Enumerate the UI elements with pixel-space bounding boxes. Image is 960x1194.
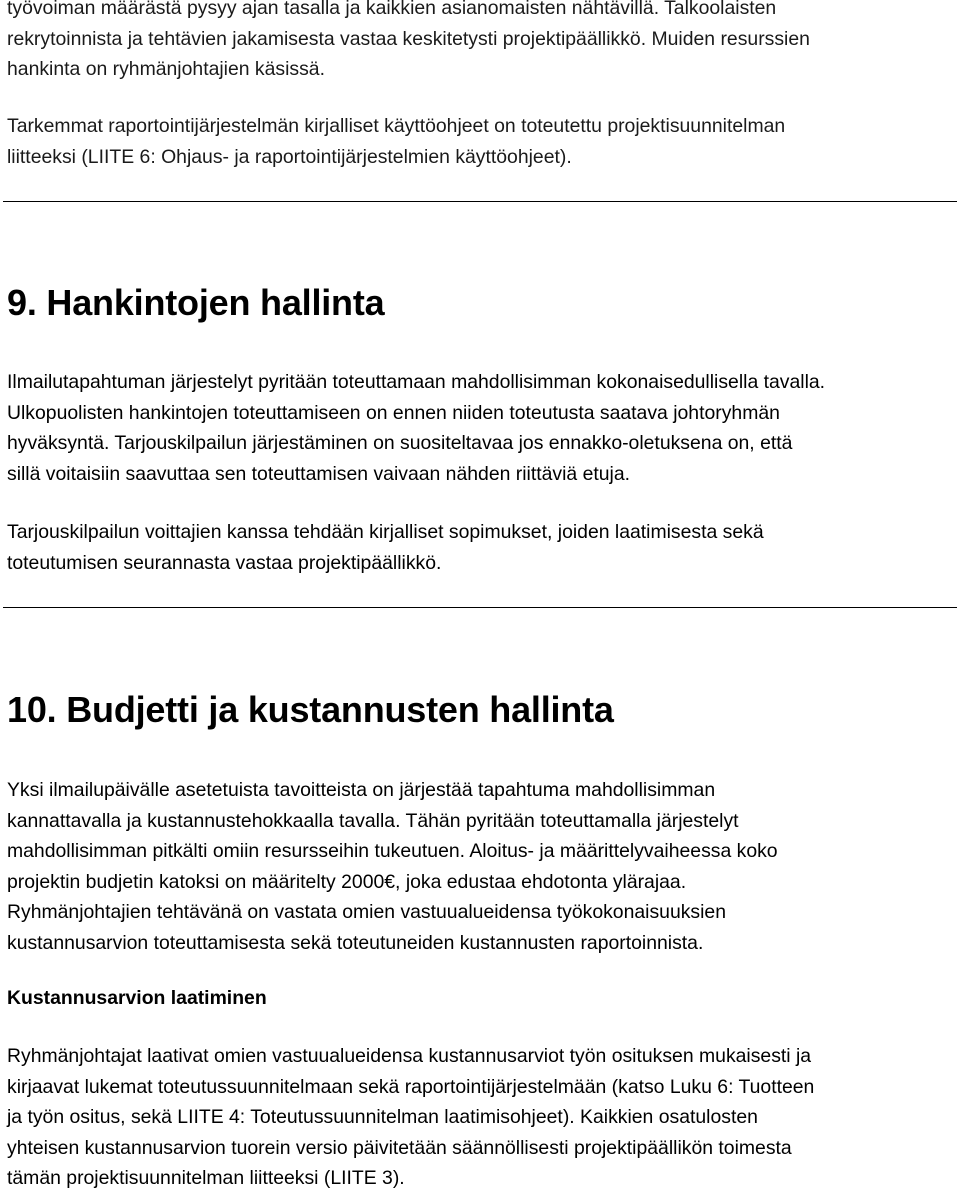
text-line: mahdollisimman pitkälti omiin resursseihin tukeutuen. Aloitus- ja määrittelyvaiheessa koko [7, 840, 778, 862]
text-line: yhteisen kustannusarvion tuorein versio päivitetään säännöllisesti projektipäällikön toimesta [7, 1136, 792, 1159]
section-divider [3, 607, 957, 608]
subheading-cost-estimate: Kustannusarvion laatiminen [7, 987, 267, 1009]
text-line: hyväksyntä. Tarjouskilpailun järjestäminen on suositeltavaa jos ennakko-oletuksena on, että [7, 432, 793, 454]
section-10-paragraph-1 [7, 775, 952, 958]
section-divider [3, 201, 957, 202]
text-line: Ryhmänjohtajien tehtävänä on vastata omien vastuualueidensa työkokonaisuuksien [7, 901, 726, 923]
text-line: projektin budjetin katoksi on määritelty 2000€, joka edustaa ehdotonta ylärajaa. [7, 870, 687, 893]
text-line: kannattavalla ja kustannustehokkaalla tavalla. Tähän pyritään toteuttamalla järjestelyt [7, 809, 739, 832]
text-line: työvoiman määrästä pysyy ajan tasalla ja kaikkien asianomaisten nähtävillä. Talkoolaisten [7, 0, 777, 19]
text-line: toteutumisen seurannasta vastaa projektipäällikkö. [7, 551, 442, 574]
text-line: kirjaavat lukemat toteutussuunnitelmaan sekä raportointijärjestelmään (katso Luku 6: Tuotteen [7, 1075, 815, 1098]
text-line: rekrytoinnista ja tehtävien jakamisesta vastaa keskitetysti projektipäällikkö. Muiden resurssien [7, 27, 810, 50]
text-line: hankinta on ryhmänjohtajien käsissä. [7, 58, 325, 80]
text-line: Ryhmänjohtajat laativat omien vastuualueidensa kustannusarviot työn osituksen mukaisesti ja [7, 1045, 812, 1067]
text-line: sillä voitaisiin saavuttaa sen toteuttamisen vaivaan nähden riittäviä etuja. [7, 462, 631, 485]
section-heading-10: 10. Budjetti ja kustannusten hallinta [7, 689, 614, 730]
text-line: Yksi ilmailupäivälle asetetuista tavoitteista on järjestää tapahtuma mahdollisimman [7, 779, 716, 801]
intro-paragraph-2 [7, 111, 952, 172]
intro-paragraph-1 [7, 0, 952, 85]
text-line: tämän projektisuunnitelman liitteeksi (LIITE 3). [7, 1167, 405, 1189]
section-heading-9: 9. Hankintojen hallinta [7, 282, 385, 323]
section-10-paragraph-2 [7, 1041, 952, 1194]
text-line: Tarjouskilpailun voittajien kanssa tehdään kirjalliset sopimukset, joiden laatimisesta sekä [7, 521, 764, 543]
text-line: Ilmailutapahtuman järjestelyt pyritään toteuttamaan mahdollisimman kokonaisedullisella tavalla. [7, 371, 826, 393]
text-line: ja työn ositus, sekä LIITE 4: Toteutussuunnitelman laatimisohjeet). Kaikkien osatulosten [7, 1106, 758, 1128]
text-line: Ulkopuolisten hankintojen toteuttamiseen on ennen niiden toteutusta saatava johtoryhmän [7, 401, 780, 424]
text-line: Tarkemmat raportointijärjestelmän kirjalliset käyttöohjeet on toteutettu projektisuunnitelman [7, 115, 786, 137]
text-line: liitteeksi (LIITE 6: Ohjaus- ja raportointijärjestelmien käyttöohjeet). [7, 145, 572, 168]
text-line: kustannusarvion toteuttamisesta sekä toteutuneiden kustannusten raportoinnista. [7, 931, 704, 954]
section-9-paragraph-2 [7, 517, 952, 578]
section-9-paragraph-1 [7, 367, 952, 489]
